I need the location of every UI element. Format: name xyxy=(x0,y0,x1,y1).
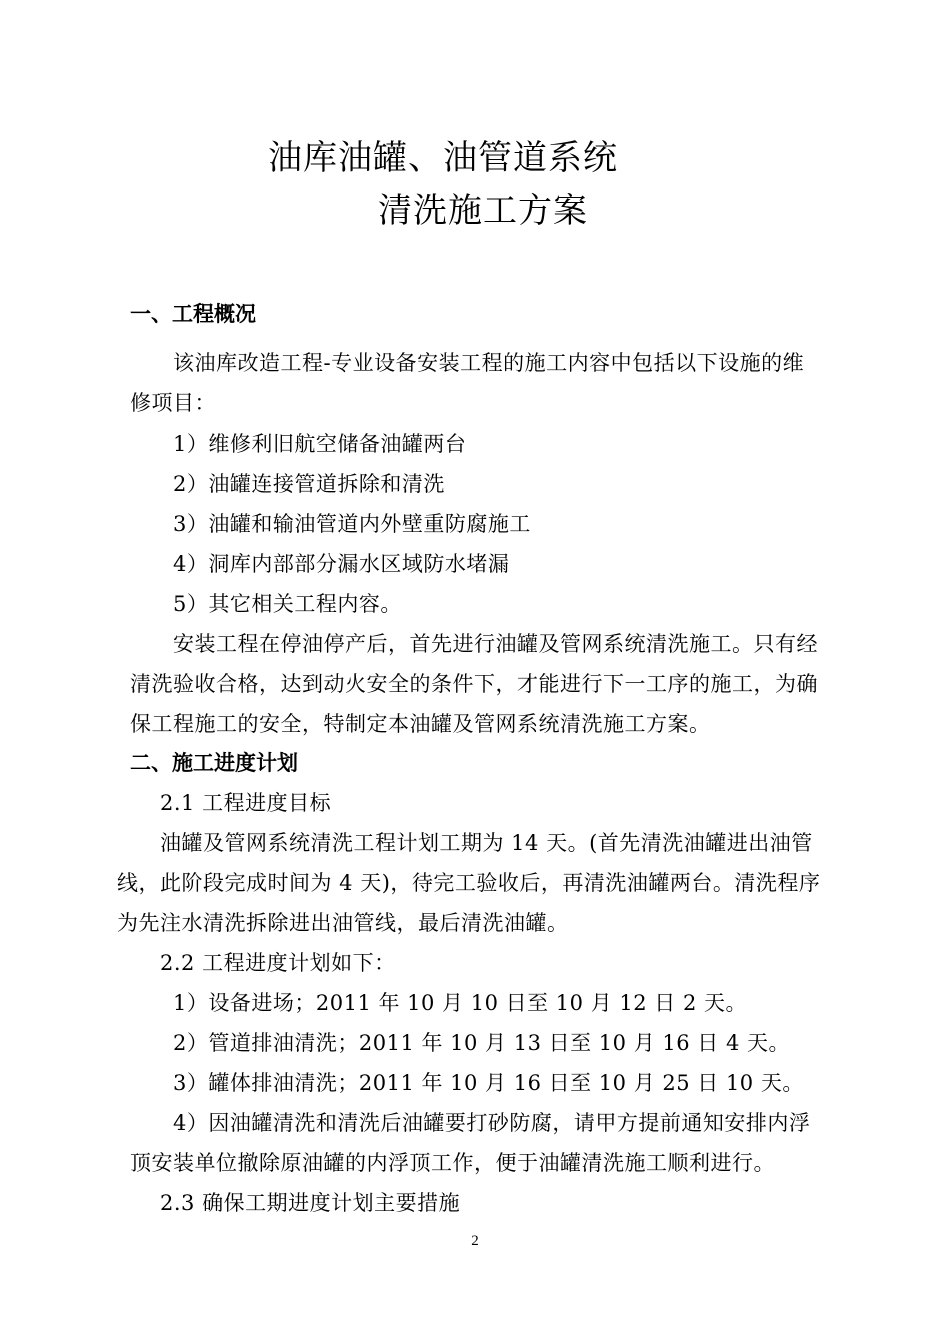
schedule-item-4-line-1: 4）因油罐清洗和清洗后油罐要打砂防腐，请甲方提前通知安排内浮 xyxy=(173,1111,811,1135)
section-1-heading: 一、工程概况 xyxy=(130,302,256,326)
schedule-item: 3）罐体排油清洗；2011 年 10 月 16 日至 10 月 25 日 10 天。 xyxy=(173,1071,804,1095)
section-1-intro-line-1: 该油库改造工程-专业设备安装工程的施工内容中包括以下设施的维 xyxy=(173,351,805,375)
section-2-heading: 二、施工进度计划 xyxy=(130,751,298,775)
schedule-item: 1）设备进场；2011 年 10 月 10 日至 10 月 12 日 2 天。 xyxy=(173,991,747,1015)
section-1-paragraph-line-2: 清洗验收合格，达到动火安全的条件下，才能进行下一工序的施工，为确 xyxy=(130,672,818,696)
subsection-2-3-heading: 2.3 确保工期进度计划主要措施 xyxy=(160,1191,461,1215)
page-number: 2 xyxy=(471,1233,479,1249)
subsection-2-1-line-1: 油罐及管网系统清洗工程计划工期为 14 天。(首先清洗油罐进出油管 xyxy=(160,831,813,855)
subsection-2-2-heading: 2.2 工程进度计划如下： xyxy=(160,951,396,975)
section-1-paragraph-line-3: 保工程施工的安全，特制定本油罐及管网系统清洗施工方案。 xyxy=(130,712,711,736)
schedule-item: 2）管道排油清洗；2011 年 10 月 13 日至 10 月 16 日 4 天。 xyxy=(173,1031,790,1055)
list-item: 5）其它相关工程内容。 xyxy=(173,592,402,616)
document-title-line-1: 油库油罐、油管道系统 xyxy=(268,138,618,178)
list-item: 3）油罐和输油管道内外壁重防腐施工 xyxy=(173,512,531,536)
list-item: 2）油罐连接管道拆除和清洗 xyxy=(173,472,445,496)
list-item: 4）洞库内部部分漏水区域防水堵漏 xyxy=(173,552,510,576)
section-1-paragraph-line-1: 安装工程在停油停产后，首先进行油罐及管网系统清洗施工。只有经 xyxy=(173,632,818,656)
section-1-intro-line-2: 修项目： xyxy=(130,391,216,415)
document-title-line-2: 清洗施工方案 xyxy=(378,191,588,231)
subsection-2-1-line-2: 线，此阶段完成时间为 4 天)，待完工验收后，再清洗油罐两台。清洗程序 xyxy=(117,871,821,895)
schedule-item-4-line-2: 顶安装单位撤除原油罐的内浮顶工作，便于油罐清洗施工顺利进行。 xyxy=(130,1151,775,1175)
list-item: 1）维修利旧航空储备油罐两台 xyxy=(173,432,467,456)
subsection-2-1-heading: 2.1 工程进度目标 xyxy=(160,791,332,815)
subsection-2-1-line-3: 为先注水清洗拆除进出油管线，最后清洗油罐。 xyxy=(117,911,569,935)
